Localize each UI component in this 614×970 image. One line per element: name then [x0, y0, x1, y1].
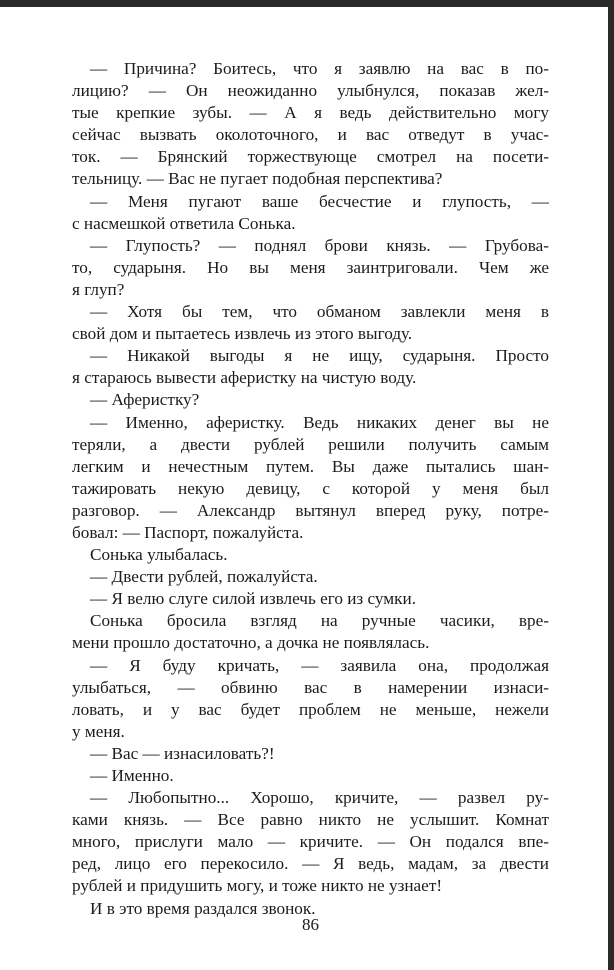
text-line: — Я буду кричать, — заявила она, продолжая	[90, 655, 549, 675]
text-line: ловать, и у вас будет проблем не меньше, нежели	[72, 699, 549, 719]
text-line: много, прислуги мало — кричите. — Он подался впе-	[72, 832, 549, 852]
text-line: тажировать некую девицу, с которой у меня был	[72, 478, 549, 498]
text-line: улыбаться, — обвиню вас в намерении изнаси-	[72, 677, 549, 697]
text-line: теряли, а двести рублей решили получить самым	[72, 434, 549, 454]
text-line: — Я велю слуге силой извлечь его из сумки.	[90, 589, 416, 609]
text-line: с насмешкой ответила Сонька.	[72, 213, 296, 233]
text-line: лицию? — Он неожиданно улыбнулся, показав жел-	[72, 81, 549, 101]
text-line: мени прошло достаточно, а дочка не появлялась.	[72, 633, 430, 653]
scan-border-top	[0, 0, 614, 7]
text-line: Сонька улыбалась.	[90, 545, 228, 565]
text-line: свой дом и пытаетесь извлечь из этого выгоду.	[72, 324, 413, 344]
text-line: — Никакой выгоды я не ищу, сударыня. Просто	[90, 346, 549, 366]
book-page	[72, 58, 549, 938]
scan-border-right	[608, 0, 614, 970]
text-line: — Вас — изнасиловать?!	[90, 743, 275, 763]
text-line: — Хотя бы тем, что обманом завлекли меня в	[90, 302, 549, 322]
text-line: И в это время раздался звонок.	[90, 898, 316, 918]
text-line: тельницу. — Вас не пугает подобная перспектива?	[72, 169, 443, 189]
page-number: 86	[302, 915, 319, 934]
text-line: — Двести рублей, пожалуйста.	[90, 567, 318, 587]
text-line: рублей и придушить могу, и тоже никто не узнает!	[72, 876, 443, 896]
text-line: — Причина? Боитесь, что я заявлю на вас в по-	[90, 59, 549, 78]
text-line: ред, лицо его перекосило. — Я ведь, мадам, за двести	[72, 854, 549, 874]
text-line: — Аферистку?	[90, 390, 200, 410]
text-line: ток. — Брянский торжествующе смотрел на посети-	[72, 147, 549, 167]
text-line: я стараюсь вывести аферистку на чистую воду.	[72, 368, 417, 388]
text-line: то, сударыня. Но вы меня заинтриговали. Чем же	[72, 257, 549, 277]
text-line: легким и нечестным путем. Вы даже пытались шан-	[72, 456, 549, 476]
text-line: бовал: — Паспорт, пожалуйста.	[72, 522, 304, 542]
body-text	[72, 58, 549, 920]
text-line: ками князь. — Все равно никто не услышит. Комнат	[72, 810, 549, 830]
text-line: — Глупость? — поднял брови князь. — Грубова-	[90, 235, 549, 255]
text-line: — Любопытно... Хорошо, кричите, — развел ру-	[90, 788, 549, 808]
text-line: сейчас вызвать околоточного, и вас отведут в учас-	[72, 125, 549, 145]
text-line: — Именно, аферистку. Ведь никаких денег вы не	[90, 412, 549, 432]
text-line: — Именно.	[90, 766, 174, 785]
text-line: разговор. — Александр вытянул вперед руку, потре-	[72, 500, 549, 520]
text-line: я глуп?	[72, 279, 125, 299]
text-line: Сонька бросила взгляд на ручные часики, вре-	[90, 611, 549, 631]
text-line: тые крепкие зубы. — А я ведь действительно могу	[72, 103, 549, 123]
text-line: — Меня пугают ваше бесчестие и глупость, —	[90, 191, 549, 211]
text-line: у меня.	[72, 721, 125, 741]
